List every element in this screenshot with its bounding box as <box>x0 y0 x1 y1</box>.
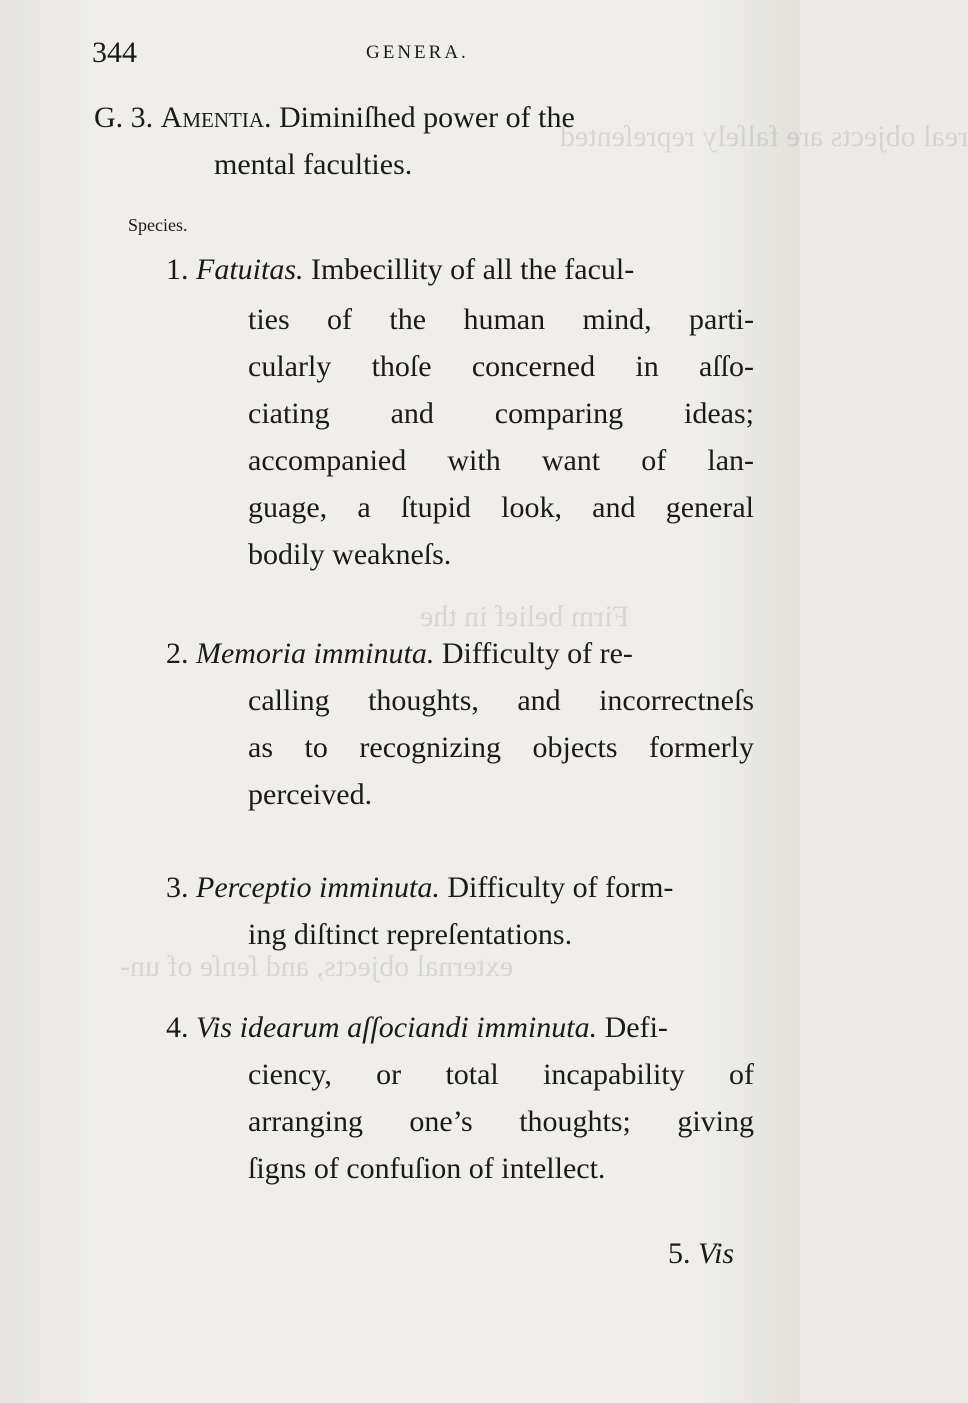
show-through-text: real objects are falſely repreſented <box>560 120 968 153</box>
show-through-text: Firm belief in the <box>420 600 630 633</box>
genus-number: G. 3. <box>94 101 154 134</box>
genus-definition-line1: Diminiſhed power of the <box>279 101 575 134</box>
species-number: 3. <box>166 871 189 904</box>
genus-definition-line2: mental faculties. <box>214 148 413 181</box>
species-text-line: ties of the human mind, parti- <box>248 303 754 336</box>
species-text-line: Difficulty of form- <box>447 871 674 904</box>
species-text-line: ing diſtinct repreſentations. <box>248 918 573 951</box>
species-name: Fatuitas. <box>196 253 304 286</box>
species-text-line: ciency, or total incapability of <box>248 1058 754 1091</box>
species-number: 4. <box>166 1011 189 1044</box>
species-text-line: cularly thoſe concerned in aſſo- <box>248 350 754 383</box>
species-label: Species. <box>128 215 188 235</box>
species-entry-heading <box>166 1004 668 1051</box>
genus-name: Amentia. <box>160 101 272 134</box>
species-text-line: perceived. <box>248 778 373 811</box>
species-number: 1. <box>166 253 189 286</box>
species-entry-heading <box>166 864 673 911</box>
species-text-line: guage, a ſtupid look, and general <box>248 491 754 524</box>
species-text-line: arranging one’s thoughts; giving <box>248 1105 754 1138</box>
genus-heading <box>94 94 575 141</box>
species-entry-heading <box>166 246 634 293</box>
species-text-line: bodily weakneſs. <box>248 538 452 571</box>
catchword <box>668 1230 734 1277</box>
show-through-text: external objects, and ſenſe of un- <box>120 950 514 983</box>
species-name: Memoria imminuta. <box>196 637 435 670</box>
species-text-line: Difficulty of re- <box>441 637 633 670</box>
catchword-word: Vis <box>698 1237 735 1270</box>
species-name: Perceptio imminuta. <box>196 871 440 904</box>
species-text-line: accompanied with want of lan- <box>248 444 754 477</box>
catchword-number: 5. <box>668 1237 691 1270</box>
species-text-line: ciating and comparing ideas; <box>248 397 754 430</box>
species-entry-heading <box>166 630 633 677</box>
running-title: GENERA. <box>366 42 469 63</box>
species-text-line: Defi- <box>604 1011 668 1044</box>
species-name: Vis idearum aſſociandi imminuta. <box>196 1011 598 1044</box>
species-text-line: ſigns of confuſion of intellect. <box>248 1152 606 1185</box>
species-text-line: as to recognizing objects formerly <box>248 731 754 764</box>
species-text-line: calling thoughts, and incorrectneſs <box>248 684 754 717</box>
page-number: 344 <box>92 36 137 69</box>
species-text-line: Imbecillity of all the facul- <box>311 253 635 286</box>
species-number: 2. <box>166 637 189 670</box>
